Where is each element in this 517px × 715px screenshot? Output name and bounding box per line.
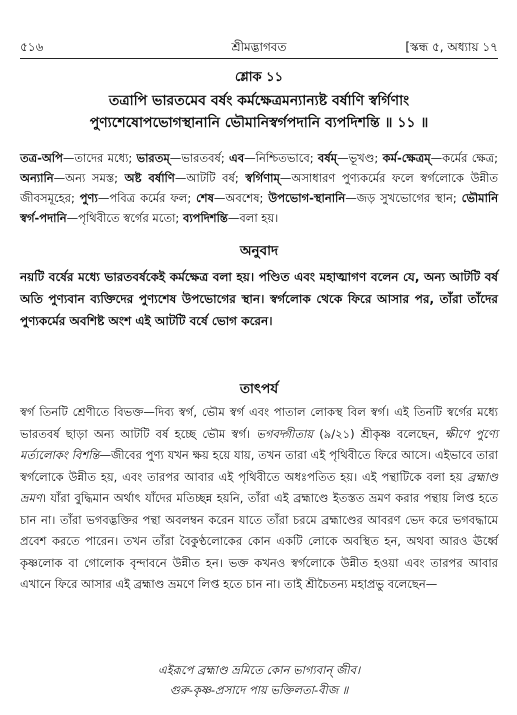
purport-heading: তাৎপর্য [239,381,279,397]
synonyms-block: তত্র-অপি—তাদের মধ্যে; ভারতম্—ভারতবর্ষ; এব—নিশ্চিতভাবে; বর্ষম্—ভূখণ্ড; কর্ম-ক্ষেত্রম্—কর্মের ক্ষেত্র; অন্যানি—অন্য সমস্ত; অষ্ট বর্ষাণি—আটটি বর্ষ; স্বর্গিণাম্—অসাধারণ পুণ্যকর্মের ফলে স্বর্গলোকে উন্নীত জীবসমূহের; পুণ্য—পবিত্র কর্মের ফল; শেষ—অবশেষ; উপভোগ-স্থানানি—জড় সুখভোগের স্থান; ভৌমানি স্বর্গ-পদানি—পৃথিবীতে স্বর্গের মতো; ব্যপদিশন্তি—বলা হয়। [20,151,499,225]
synonym-term: এব [229,151,245,165]
synonym-meaning: বলা হয়। [239,211,279,225]
closing-quote-line-1: এইরূপে ব্রহ্মাণ্ড ভ্রমিতে কোন ভাগ্যবান্ জীব। [157,663,361,677]
purport-term-brahmanda: ব্রহ্মাণ্ড ভ্রমণ [20,469,498,505]
verse-line-2: পুণ্যশেষোপভোগস্থানানি ভৌমানিস্বর্গপদানি ব্যপদিশন্তি ॥ ১১ ॥ [89,115,429,131]
purport-part-1: স্বর্গ তিনটি শ্রেণীতে বিভক্ত—দিব্য স্বর্গ, ভৌম স্বর্গ এবং পাতাল লোকস্থ বিল স্বর্গ। এই তিনটি স্বর্গের মধ্যে ভারতবর্ষ ছাড়া অন্য আটটি বর্ষ হচ্ছে ভৌম স্বর্গ। [20,405,498,441]
synonym-term: ভৌমানি স্বর্গ-পদানি [20,191,499,225]
book-title: শ্রীমদ্ভাগবত [231,40,287,54]
synonym-term: উপভোগ-স্থানানি [268,191,346,205]
synonym-term: কর্ম-ক্ষেত্রম্ [382,151,431,165]
section-label: [স্কন্ধ ৫, অধ্যায় ১৭ [405,40,498,54]
synonym-meaning: জড় সুখভোগের স্থান; [356,191,457,205]
verse-text [20,90,498,134]
translation-text: নয়টি বর্ষের মধ্যে ভারতবর্ষকেই কর্মক্ষেত্র বলা হয়। পণ্ডিত এবং মহাত্মাগণ বলেন যে, অন্য আটটি বর্ষ অতি পুণ্যবান ব্যক্তিদের পুণ্যশেষ উপভোগের স্থান। স্বর্গলোক থেকে ফিরে আসার পর, তাঁরা তাঁদের পুণ্যকর্মের অবশিষ্ট অংশ এই আটটি বর্ষে ভোগ করেন। [20,270,498,328]
purport-part-3: —জীবের পুণ্য যখন ক্ষয় হয়ে যায়, তখন তারা এই পৃথিবীতে ফিরে আসে। এইভাবে তারা স্বর্গলোকে উন্নীত হয়, এবং তারপর আবার এই পৃথিবীতে অধঃপতিত হয়। এই পন্থাটিকে বলা হয় [20,448,498,484]
header-rule [20,58,498,59]
synonym-meaning: ভূখণ্ড; [348,151,379,165]
synonym-meaning: তাদের মধ্যে; [74,151,133,165]
synonym-term: পুণ্য [79,191,98,205]
page-number: ৫১৬ [20,40,44,54]
synonym-meaning: কর্মের ক্ষেত্র; [442,151,499,165]
purport-part-2: (৯/২১) শ্রীকৃষ্ণ বলেছেন, [313,426,445,441]
synonym-term: তত্র-অপি [20,151,63,165]
synonym-meaning: অসাধারণ পুণ্যকর্মের ফলে স্বর্গলোকে উন্নীত জীবসমূহের; [20,171,499,205]
synonym-meaning: অবশেষ; [225,191,264,205]
verse-line-1: তত্রাপি ভারতমেব বর্ষং কর্মক্ষেত্রমন্যান্যষ্ট বর্ষাণি স্বর্গিণাং [108,93,410,109]
translation-heading: অনুবাদ [239,243,279,259]
closing-quote [20,660,498,700]
synonym-term: বর্ষম্ [317,151,338,165]
closing-quote-line-2: গুরু-কৃষ্ণ-প্রসাদে পায় ভক্তিলতা-বীজ ॥ [169,683,349,697]
synonym-meaning: নিশ্চিতভাবে; [255,151,314,165]
synonym-term: ভারতম্ [136,151,170,165]
purport-ref-gita: ভগবদ্গীতায় [256,426,314,441]
synonym-term: শেষ [196,191,214,205]
purport-quote-1: ক্ষীণে পুণ্যে মর্ত্যলোকং বিশন্তি [20,426,498,462]
purport-part-4: । যাঁরা বুদ্ধিমান অর্থাৎ যাঁদের মতিচ্ছন্ন হয়নি, তাঁরা এই ব্রহ্মাণ্ডে ইতস্তত ভ্রমণ করার পন্থায় লিপ্ত হতে চান না। তাঁরা ভগবদ্ভক্তির পন্থা অবলম্বন করেন যাতে তাঁরা চরমে ব্রহ্মাণ্ডের আবরণ ভেদ করে ভগবদ্ধামে প্রবেশ করতে পারেন। তখন তাঁরা বৈকুণ্ঠলোকের কোন একটি লোকে অবস্থিত হন, অথবা আরও ঊর্ধ্বে কৃষ্ণলোক বা গোলোক বৃন্দাবনে উন্নীত হন। ভক্ত কখনও স্বর্গলোকে উন্নীত হওয়া এবং তারপর আবার এখানে ফিরে আসার এই ব্রহ্মাণ্ড ভ্রমণে লিপ্ত হতে চান না। তাই শ্রীচৈতন্য মহাপ্রভু বলেছেন— [20,491,498,591]
synonym-meaning: ভারতবর্ষ; [181,151,225,165]
synonym-term: স্বর্গিণাম্ [245,171,280,185]
purport-text [20,402,498,596]
synonym-term: অন্যানি [20,171,54,185]
page-header [20,38,498,56]
synonym-term: অষ্ট বর্ষাণি [124,171,175,185]
synonym-meaning: অন্য সমস্ত; [65,171,119,185]
synonym-term: ব্যপদিশন্তি [182,211,228,225]
verse-number: শ্লোক ১১ [234,70,284,85]
synonym-meaning: পবিত্র কর্মের ফল; [109,191,192,205]
synonym-meaning: আটটি বর্ষ; [186,171,239,185]
synonym-meaning: পৃথিবীতে স্বর্গের মতো; [78,211,180,225]
